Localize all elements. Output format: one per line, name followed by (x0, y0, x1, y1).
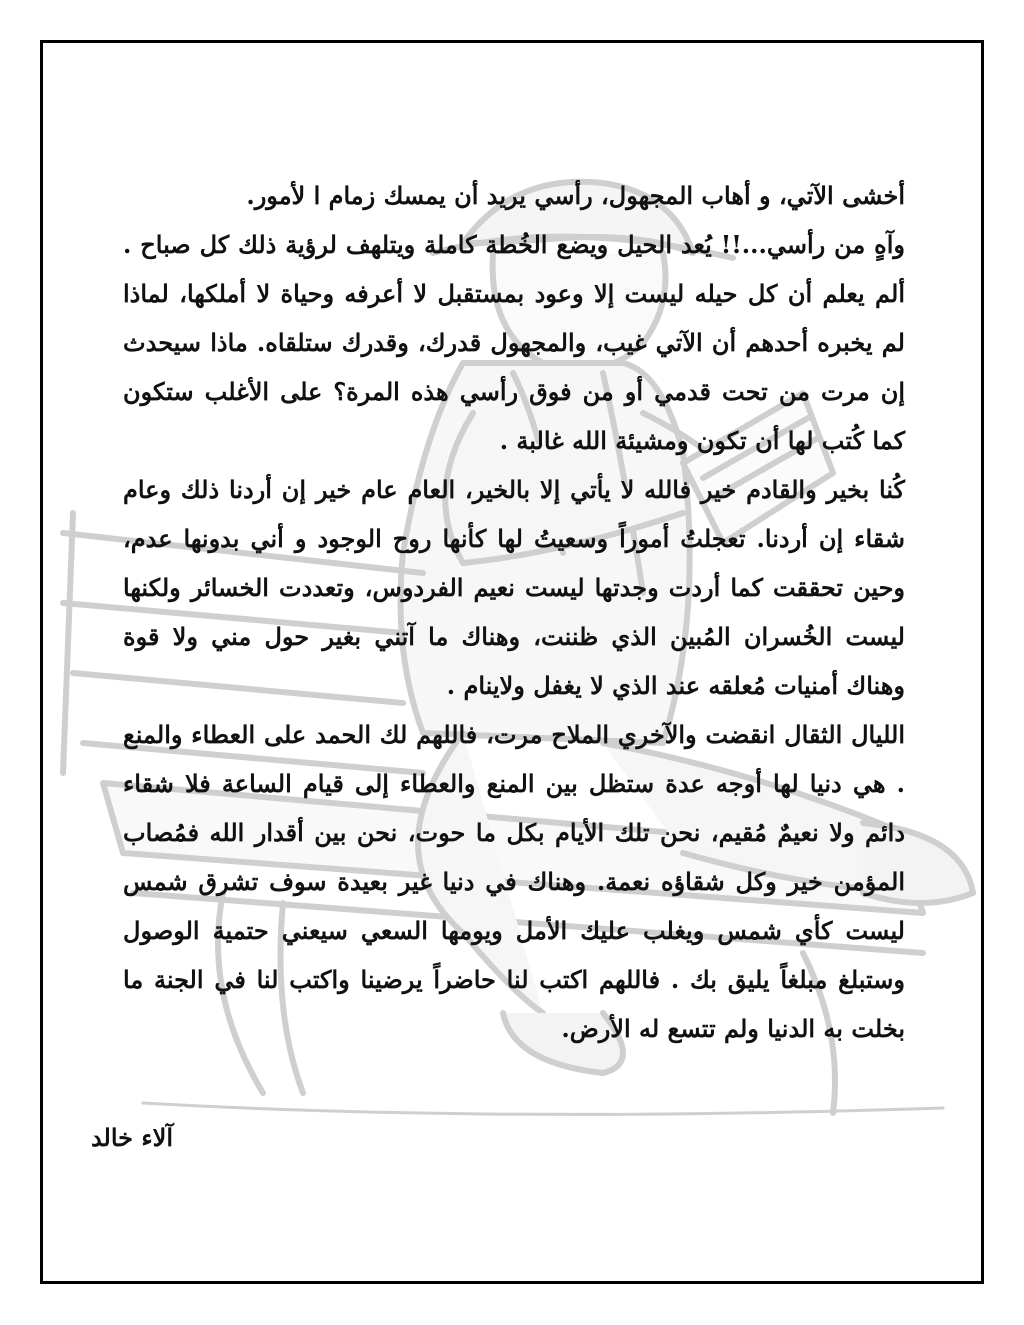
paragraph: وآهٍ من رأسي...!! يُعد الحيل ويضع الخُطة كاملة ويتلهف لرؤية ذلك كل صباح . ألم يعلم أن كل حيله ليست إلا وعود بمستقبل لا أعرفه وحياة لا أملكها، لماذا لم يخبره أحدهم أن الآتي غيب، والمجهول قدرك، وقدرك ستلقاه. ماذا سيحدث إن مرت من تحت قدمي أو من فوق رأسي هذه المرة؟ على الأغلب ستكون كما كُتب لها أن تكون ومشيئة الله غالبة . (123, 230, 905, 455)
paragraph: الليال الثقال انقضت والآخري الملاح مرت، فاللهم لك الحمد على العطاء والمنع . هي دنيا لها أوجه عدة ستظل بين المنع والعطاء إلى قيام الساعة فلا شقاء دائم ولا نعيمٌ مُقيم، نحن تلك الأيام بكل ما حوت، نحن بين أقدار الله فمُصاب المؤمن خير وكل شقاؤه نعمة. وهناك في دنيا غير بعيدة سوف تشرق شمس ليست كأي شمس ويغلب عليك الأمل ويومها السعي سيعني حتمية الوصول وستبلغ مبلغاً يليق بك . فاللهم اكتب لنا حاضراً يرضينا واكتب لنا في الجنة ما بخلت به الدنيا ولم تتسع له الأرض. (123, 720, 906, 1043)
paragraph: أخشى الآتي، و أهاب المجهول، رأسي يريد أن يمسك زمام ا لأمور. (246, 181, 905, 210)
article-body (123, 171, 905, 1053)
page-frame (40, 40, 984, 1284)
author-signature: آلاء خالد (90, 1123, 173, 1152)
paragraph: كُنا بخير والقادم خير فالله لا يأتي إلا بالخير، العام عام خير إن أردنا ذلك وعام شقاء إن أردنا. تعجلتُ أموراً وسعيتُ لها كأنها روح الوجود و أني بدونها عدم، وحين تحققت كما أردت وجدتها ليست نعيم الفردوس، وتعددت الخسائر ولكنها ليست الخُسران المُبين الذي ظننت، وهناك ما آتني بغير حول مني ولا قوة وهناك أمنيات مُعلقه عند الذي لا يغفل ولاينام . (123, 475, 905, 700)
